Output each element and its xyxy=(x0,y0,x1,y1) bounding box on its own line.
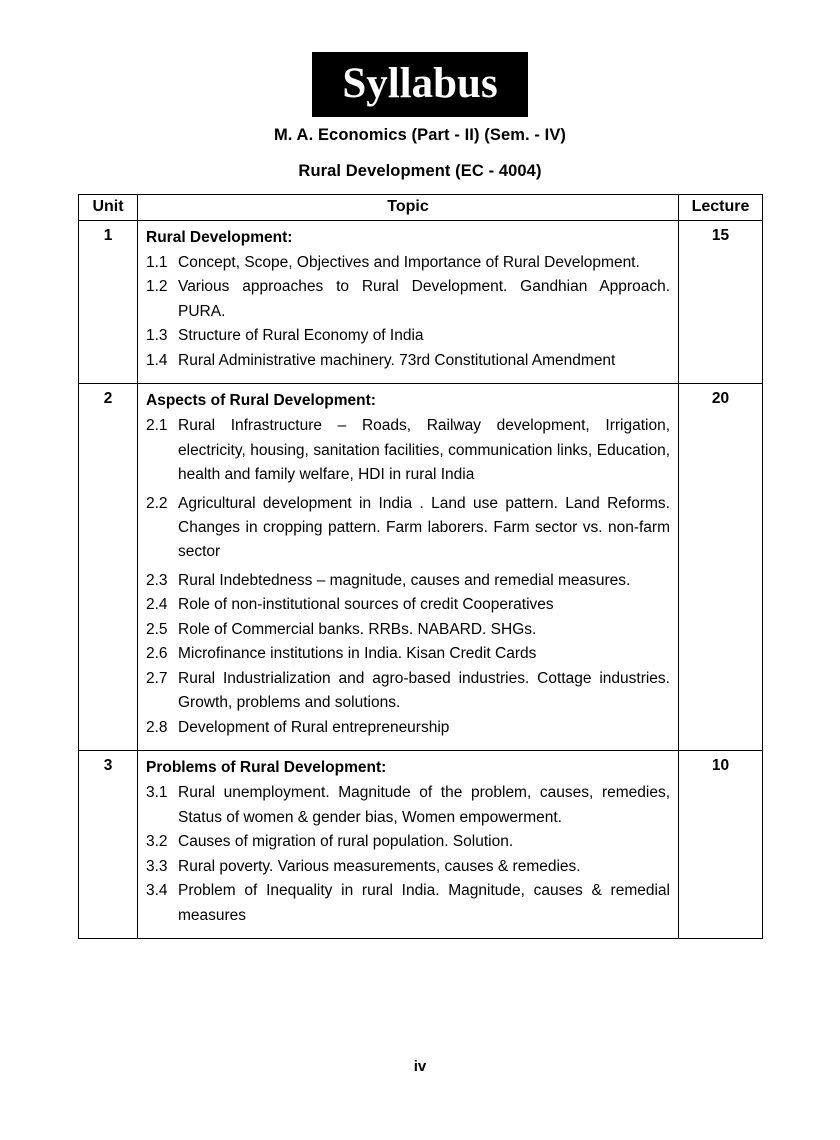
topic-sub-item xyxy=(146,716,670,740)
topic-sub-item-number: 2.3 xyxy=(146,571,168,589)
topic-sub-item xyxy=(146,855,670,879)
topic-sub-item xyxy=(146,593,670,617)
topic-sub-item-number: 3.3 xyxy=(146,857,168,875)
table-body xyxy=(79,220,763,939)
table-row xyxy=(79,751,763,939)
topic-sub-item-text: Rural Infrastructure – Roads, Railway development, Irrigation, electricity, housing, sanitation facilities, communication links, Education, health and family welfare, HDI in rural India xyxy=(178,417,670,484)
lecture-count: 10 xyxy=(679,751,763,939)
column-header-lecture: Lecture xyxy=(679,195,763,221)
topic-sub-item-number: 2.7 xyxy=(146,669,168,687)
topic-cell xyxy=(138,384,679,751)
topic-sub-item xyxy=(146,275,670,324)
topic-sub-item-number: 3.4 xyxy=(146,882,168,900)
topic-heading: Rural Development: xyxy=(146,228,293,246)
topic-sub-item xyxy=(146,492,670,565)
syllabus-table xyxy=(78,194,763,939)
topic-sub-item xyxy=(146,349,670,373)
topic-sub-item xyxy=(146,642,670,666)
unit-number: 2 xyxy=(79,384,138,751)
topic-sub-item-text: Role of non-institutional sources of credit Cooperatives xyxy=(178,596,554,614)
topic-sub-item-number: 2.5 xyxy=(146,620,168,638)
topic-sub-list xyxy=(146,251,670,373)
topic-heading: Aspects of Rural Development: xyxy=(146,392,376,410)
topic-sub-item-text: Rural Indebtedness – magnitude, causes and remedial measures. xyxy=(178,571,631,589)
table-head xyxy=(79,195,763,221)
topic-sub-item-number: 2.1 xyxy=(146,417,168,435)
topic-sub-item-text: Problem of Inequality in rural India. Magnitude, causes & remedial measures xyxy=(178,882,670,924)
topic-sub-item-text: Development of Rural entrepreneurship xyxy=(178,718,450,736)
syllabus-banner xyxy=(0,52,840,117)
topic-sub-item xyxy=(146,781,670,830)
unit-number: 3 xyxy=(79,751,138,939)
topic-sub-list xyxy=(146,781,670,928)
topic-sub-item-number: 2.2 xyxy=(146,494,168,512)
topic-sub-item xyxy=(146,879,670,928)
topic-sub-item-number: 1.4 xyxy=(146,351,168,369)
topic-sub-item xyxy=(146,251,670,275)
topic-sub-item-number: 2.8 xyxy=(146,718,168,736)
table-header-row xyxy=(79,195,763,221)
topic-sub-item-number: 3.2 xyxy=(146,833,168,851)
column-header-topic: Topic xyxy=(138,195,679,221)
column-header-unit: Unit xyxy=(79,195,138,221)
unit-number: 1 xyxy=(79,220,138,383)
topic-sub-item-text: Concept, Scope, Objectives and Importance of Rural Development. xyxy=(178,253,640,271)
lecture-count: 20 xyxy=(679,384,763,751)
topic-cell xyxy=(138,751,679,939)
topic-sub-item-text: Role of Commercial banks. RRBs. NABARD. SHGs. xyxy=(178,620,537,638)
topic-sub-item-number: 3.1 xyxy=(146,784,168,802)
course-subtitle: M. A. Economics (Part - II) (Sem. - IV) xyxy=(273,126,567,144)
topic-sub-item-number: 1.2 xyxy=(146,278,168,296)
topic-sub-list xyxy=(146,414,670,740)
topic-sub-item xyxy=(146,667,670,716)
page-number: iv xyxy=(413,1058,427,1075)
topic-sub-item-text: Structure of Rural Economy of India xyxy=(178,327,424,345)
topic-sub-item-number: 2.6 xyxy=(146,645,168,663)
topic-sub-item-text: Rural Administrative machinery. 73rd Constitutional Amendment xyxy=(178,351,616,369)
topic-sub-item xyxy=(146,569,670,593)
topic-sub-item-text: Causes of migration of rural population. Solution. xyxy=(178,833,514,851)
paper-subtitle: Rural Development (EC - 4004) xyxy=(298,162,542,180)
topic-sub-item-text: Various approaches to Rural Development. Gandhian Approach. PURA. xyxy=(178,278,670,320)
topic-cell xyxy=(138,220,679,383)
topic-sub-item-text: Rural Industrialization and agro-based industries. Cottage industries. Growth, problems and solutions. xyxy=(178,669,670,712)
topic-sub-item-number: 1.1 xyxy=(146,253,168,271)
banner-title: Syllabus xyxy=(312,52,527,117)
table-row xyxy=(79,384,763,751)
topic-sub-item-text: Microfinance institutions in India. Kisan Credit Cards xyxy=(178,645,537,663)
table-row xyxy=(79,220,763,383)
topic-sub-item-text: Rural poverty. Various measurements, causes & remedies. xyxy=(178,857,581,875)
topic-sub-item xyxy=(146,324,670,348)
lecture-count: 15 xyxy=(679,220,763,383)
topic-sub-item-number: 2.4 xyxy=(146,596,168,614)
topic-sub-item xyxy=(146,414,670,487)
topic-sub-item-number: 1.3 xyxy=(146,327,168,345)
topic-sub-item xyxy=(146,618,670,642)
topic-sub-item-text: Rural unemployment. Magnitude of the problem, causes, remedies, Status of women & gender bias, Women empowerment. xyxy=(178,784,670,826)
topic-sub-item xyxy=(146,830,670,854)
topic-sub-item-text: Agricultural development in India . Land use pattern. Land Reforms. Changes in cropping pattern. Farm laborers. Farm sector vs. non-farm sector xyxy=(178,494,670,561)
topic-heading: Problems of Rural Development: xyxy=(146,759,387,777)
